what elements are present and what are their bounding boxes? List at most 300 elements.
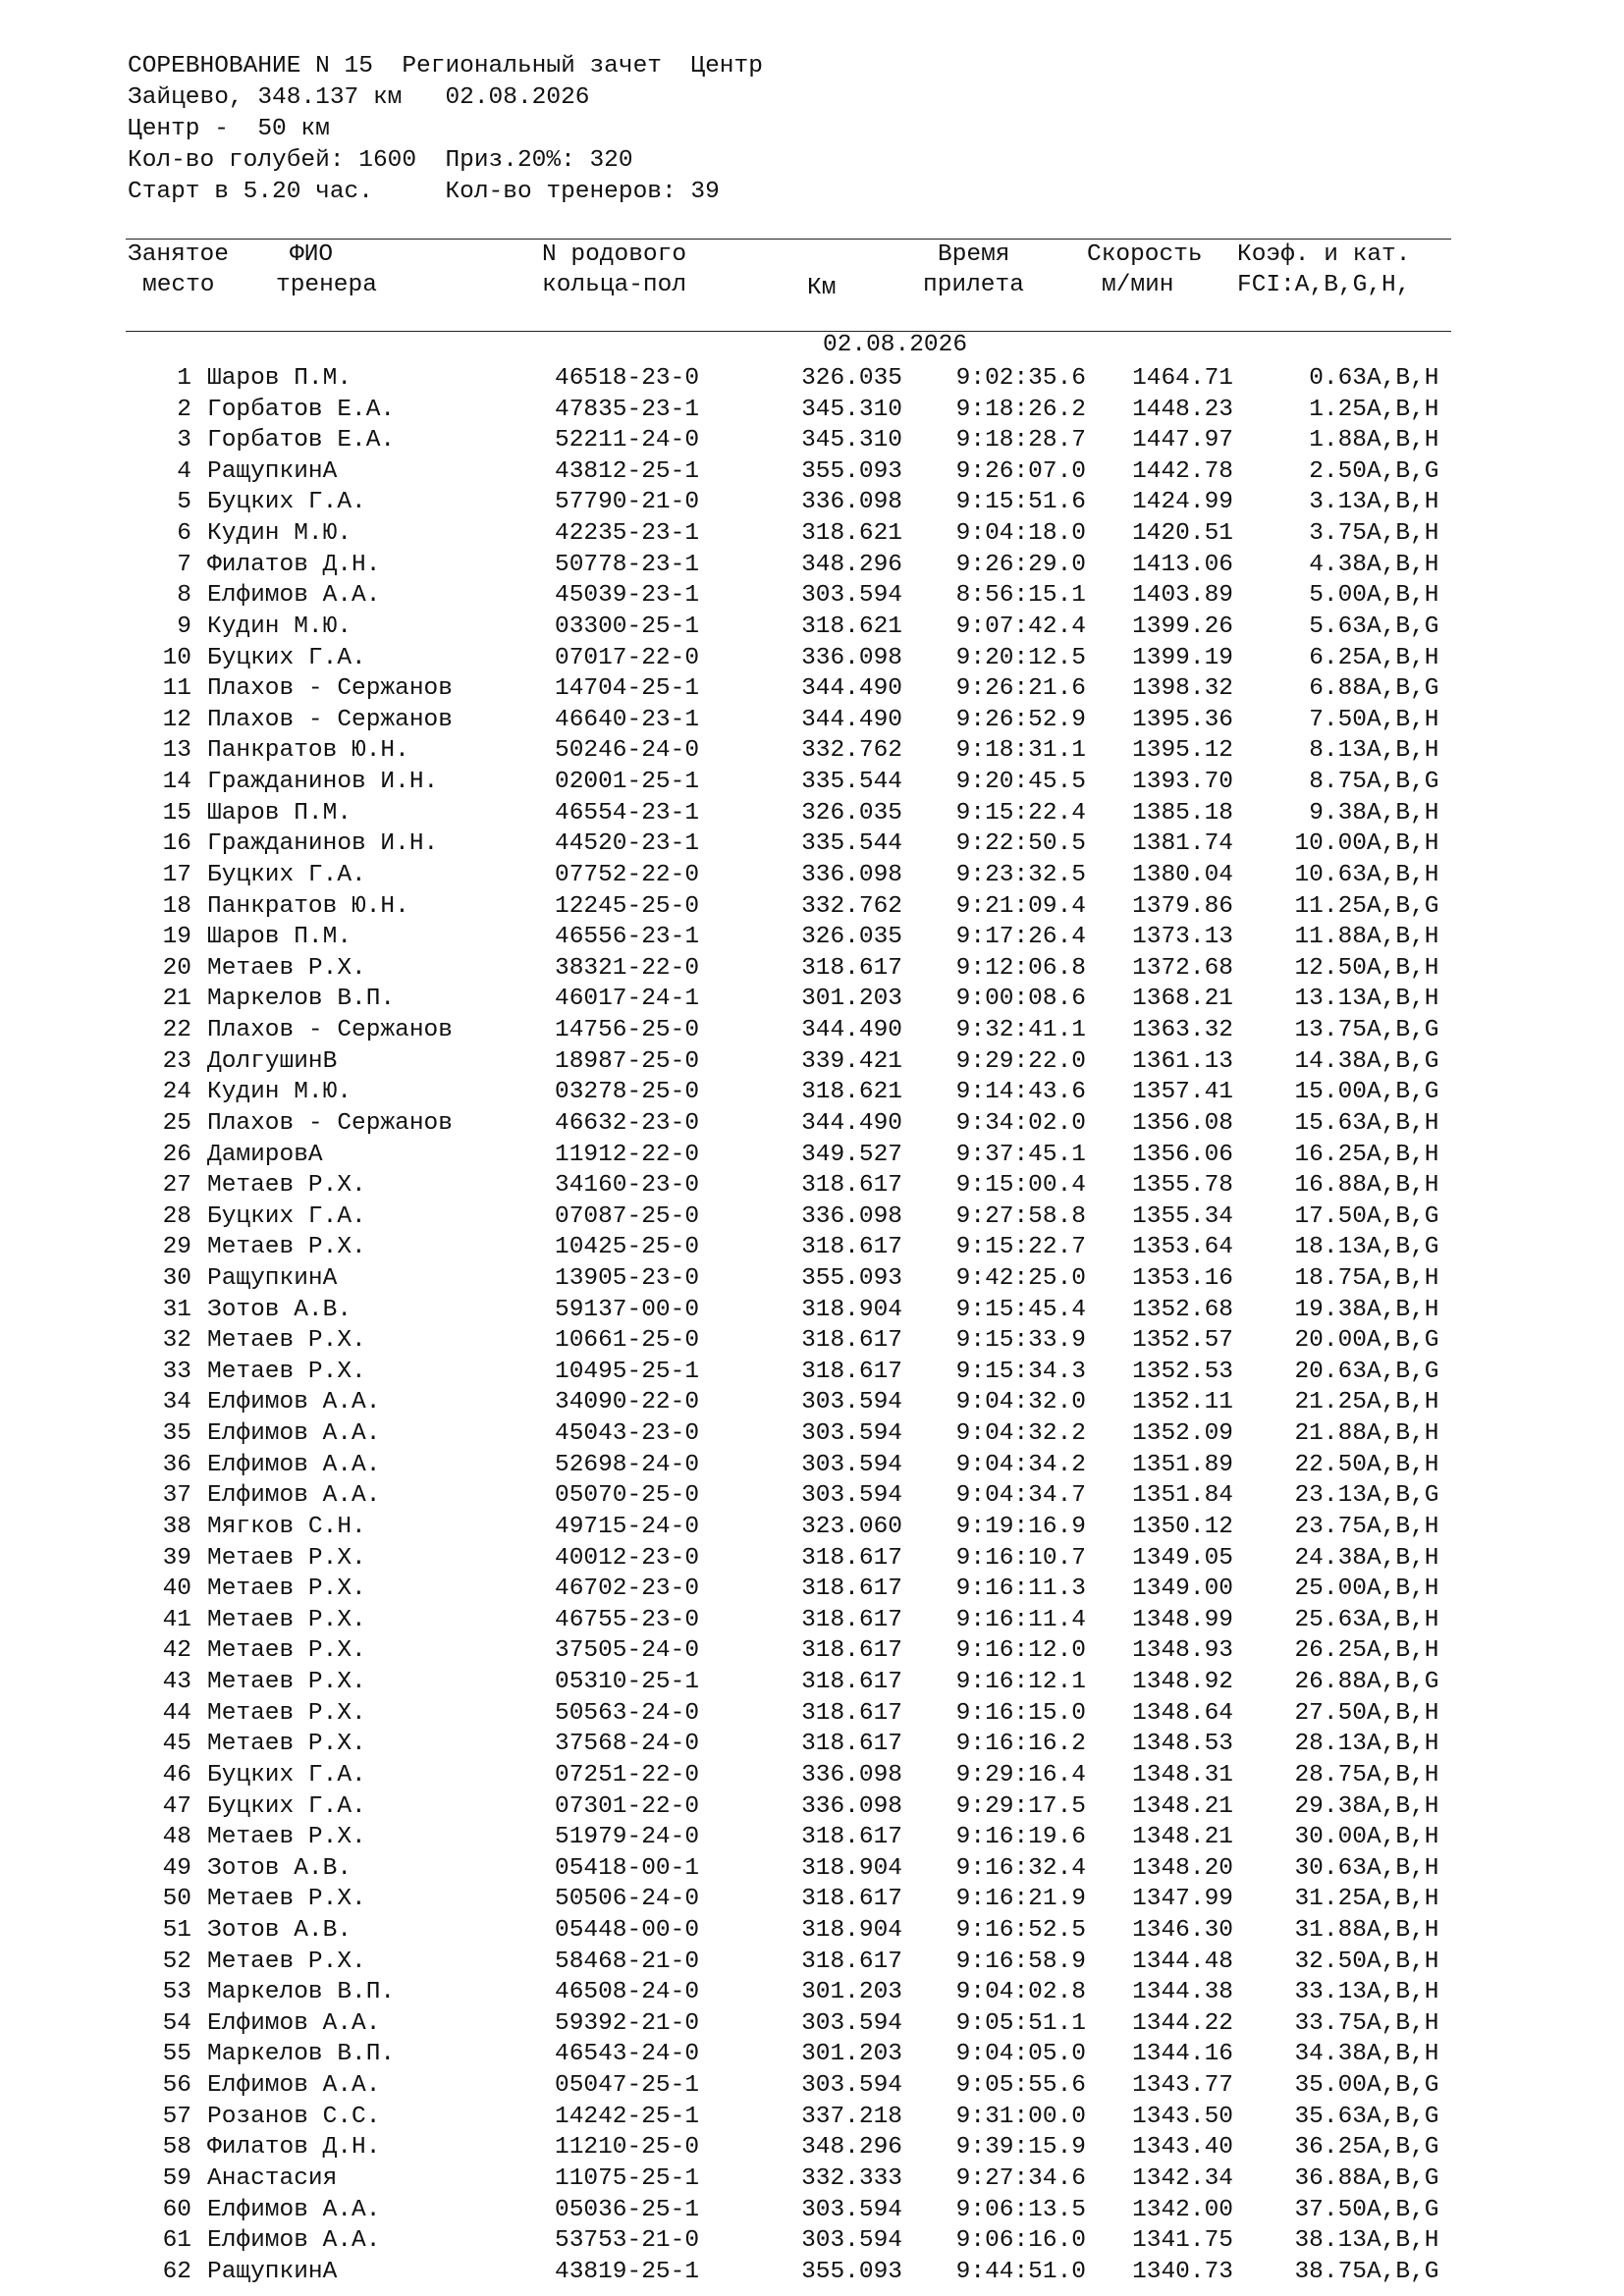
- row-place: 45: [162, 1731, 191, 1758]
- row-coef: 10.63: [1294, 861, 1367, 888]
- row-speed: 1356.06: [1132, 1141, 1233, 1168]
- row-speed: 1381.74: [1132, 830, 1233, 858]
- row-km: 336.098: [801, 1792, 902, 1820]
- row-km: 332.333: [801, 2164, 902, 2192]
- row-cat: A,B,H: [1367, 986, 1439, 1013]
- row-cat: A,B,H: [1367, 830, 1439, 858]
- row-speed: 1344.38: [1132, 1979, 1233, 2006]
- row-cat: A,B,H: [1367, 1141, 1439, 1168]
- table-row: [0, 1263, 1624, 1295]
- row-ring: 38321-22-0: [555, 954, 700, 982]
- row-place: 52: [162, 1948, 191, 1975]
- row-ring: 14704-25-1: [555, 675, 700, 703]
- row-cat: A,B,H: [1367, 520, 1439, 548]
- row-speed: 1380.04: [1132, 861, 1233, 888]
- row-name: Метаев Р.Х.: [207, 1824, 366, 1851]
- row-speed: 1403.89: [1132, 582, 1233, 610]
- row-km: 326.035: [801, 799, 902, 827]
- row-km: 344.490: [801, 706, 902, 733]
- row-ring: 43819-25-1: [555, 2258, 700, 2285]
- table-row: [0, 1853, 1624, 1885]
- table-row: [0, 1480, 1624, 1512]
- row-km: 303.594: [801, 1420, 902, 1448]
- row-cat: A,B,G: [1367, 1327, 1439, 1355]
- row-speed: 1399.19: [1132, 644, 1233, 671]
- row-ring: 12245-25-0: [555, 892, 700, 920]
- row-place: 23: [162, 1047, 191, 1075]
- row-cat: A,B,H: [1367, 954, 1439, 982]
- row-name: Метаев Р.Х.: [207, 1575, 366, 1603]
- row-cat: A,B,H: [1367, 1948, 1439, 1975]
- row-time: 9:16:11.4: [955, 1606, 1086, 1633]
- row-name: Шаров П.М.: [207, 924, 352, 951]
- row-time: 9:16:11.3: [955, 1575, 1086, 1603]
- row-cat: A,B,H: [1367, 1264, 1439, 1292]
- row-place: 27: [162, 1172, 191, 1200]
- row-cat: A,B,H: [1367, 924, 1439, 951]
- row-time: 9:05:51.1: [955, 2009, 1086, 2037]
- row-place: 1: [177, 365, 191, 392]
- row-ring: 43812-25-1: [555, 457, 700, 485]
- col-ring-header-2: кольца-пол: [542, 272, 687, 298]
- row-ring: 42235-23-1: [555, 520, 700, 548]
- row-speed: 1343.50: [1132, 2103, 1233, 2130]
- row-speed: 1385.18: [1132, 799, 1233, 827]
- row-coef: 18.75: [1294, 1264, 1367, 1292]
- row-time: 9:37:45.1: [955, 1141, 1086, 1168]
- row-name: Плахов - Сержанов: [207, 1109, 453, 1137]
- row-coef: 33.75: [1294, 2009, 1367, 2037]
- row-cat: A,B,H: [1367, 1886, 1439, 1913]
- row-name: Горбатов Е.А.: [207, 396, 396, 423]
- row-speed: 1344.22: [1132, 2009, 1233, 2037]
- row-speed: 1343.77: [1132, 2072, 1233, 2100]
- row-name: Метаев Р.Х.: [207, 1172, 366, 1200]
- row-place: 25: [162, 1109, 191, 1137]
- row-speed: 1348.53: [1132, 1731, 1233, 1758]
- col-time-header-2: прилета: [923, 272, 1024, 298]
- row-speed: 1351.84: [1132, 1482, 1233, 1510]
- row-ring: 11075-25-1: [555, 2164, 700, 2192]
- row-name: ДамировА: [207, 1141, 323, 1168]
- row-coef: 36.25: [1294, 2134, 1367, 2162]
- row-km: 318.904: [801, 1854, 902, 1882]
- row-time: 9:26:52.9: [955, 706, 1086, 733]
- table-row: [0, 1295, 1624, 1326]
- row-place: 51: [162, 1917, 191, 1944]
- row-name: Метаев Р.Х.: [207, 1234, 366, 1261]
- col-km-header: Км: [807, 275, 837, 301]
- row-place: 11: [162, 675, 191, 703]
- row-time: 8:56:15.1: [955, 582, 1086, 610]
- zone-distance: Центр - 50 км: [128, 116, 330, 142]
- row-ring: 03278-25-0: [555, 1079, 700, 1106]
- row-speed: 1398.32: [1132, 675, 1233, 703]
- row-cat: A,B,H: [1367, 861, 1439, 888]
- col-time-header-1: Время: [938, 241, 1010, 268]
- row-name: Панкратов Ю.Н.: [207, 737, 409, 765]
- row-coef: 38.13: [1294, 2227, 1367, 2255]
- row-speed: 1424.99: [1132, 489, 1233, 516]
- row-ring: 46508-24-0: [555, 1979, 700, 2006]
- row-name: Горбатов Е.А.: [207, 427, 396, 454]
- row-time: 9:16:10.7: [955, 1544, 1086, 1572]
- row-name: РащупкинА: [207, 457, 338, 485]
- row-coef: 12.50: [1294, 954, 1367, 982]
- row-name: Плахов - Сержанов: [207, 706, 453, 733]
- table-row: [0, 2070, 1624, 2102]
- row-place: 22: [162, 1017, 191, 1044]
- row-time: 9:27:34.6: [955, 2164, 1086, 2192]
- row-cat: A,B,H: [1367, 1389, 1439, 1416]
- row-speed: 1355.78: [1132, 1172, 1233, 1200]
- row-cat: A,B,H: [1367, 1172, 1439, 1200]
- row-time: 9:04:32.2: [955, 1420, 1086, 1448]
- row-km: 355.093: [801, 2258, 902, 2285]
- row-cat: A,B,H: [1367, 1979, 1439, 2006]
- row-cat: A,B,H: [1367, 489, 1439, 516]
- row-coef: 25.63: [1294, 1606, 1367, 1633]
- row-km: 323.060: [801, 1513, 902, 1540]
- row-place: 2: [177, 396, 191, 423]
- row-place: 4: [177, 457, 191, 485]
- row-km: 336.098: [801, 489, 902, 516]
- row-km: 303.594: [801, 2072, 902, 2100]
- row-km: 318.617: [801, 1234, 902, 1261]
- row-cat: A,B,H: [1367, 1731, 1439, 1758]
- row-place: 48: [162, 1824, 191, 1851]
- row-name: Филатов Д.Н.: [207, 551, 381, 578]
- row-cat: A,B,H: [1367, 1699, 1439, 1727]
- row-cat: A,B,G: [1367, 2072, 1439, 2100]
- row-km: 344.490: [801, 675, 902, 703]
- row-time: 9:04:18.0: [955, 520, 1086, 548]
- row-place: 19: [162, 924, 191, 951]
- row-km: 303.594: [801, 2009, 902, 2037]
- row-speed: 1348.21: [1132, 1792, 1233, 1820]
- row-ring: 53753-21-0: [555, 2227, 700, 2255]
- row-ring: 05418-00-1: [555, 1854, 700, 1882]
- table-row: [0, 1605, 1624, 1636]
- table-row: [0, 1325, 1624, 1357]
- table-row: [0, 705, 1624, 736]
- row-name: Метаев Р.Х.: [207, 954, 366, 982]
- row-coef: 8.75: [1309, 769, 1367, 796]
- row-place: 37: [162, 1482, 191, 1510]
- row-coef: 15.00: [1294, 1079, 1367, 1106]
- row-time: 9:16:15.0: [955, 1699, 1086, 1727]
- row-coef: 28.75: [1294, 1761, 1367, 1789]
- row-place: 3: [177, 427, 191, 454]
- row-coef: 3.13: [1309, 489, 1367, 516]
- table-row: [0, 363, 1624, 395]
- row-cat: A,B,H: [1367, 1606, 1439, 1633]
- row-place: 32: [162, 1327, 191, 1355]
- row-coef: 6.25: [1309, 644, 1367, 671]
- row-place: 50: [162, 1886, 191, 1913]
- row-coef: 35.00: [1294, 2072, 1367, 2100]
- row-km: 303.594: [801, 2227, 902, 2255]
- table-row: [0, 580, 1624, 612]
- row-km: 301.203: [801, 2041, 902, 2068]
- row-km: 355.093: [801, 1264, 902, 1292]
- row-name: Елфимов А.А.: [207, 582, 381, 610]
- row-speed: 1348.21: [1132, 1824, 1233, 1851]
- row-name: Елфимов А.А.: [207, 2196, 381, 2223]
- table-row: [0, 2257, 1624, 2288]
- table-row: [0, 891, 1624, 923]
- row-ring: 40012-23-0: [555, 1544, 700, 1572]
- row-place: 38: [162, 1513, 191, 1540]
- row-cat: A,B,H: [1367, 1513, 1439, 1540]
- row-km: 318.621: [801, 613, 902, 640]
- row-place: 30: [162, 1264, 191, 1292]
- row-km: 318.904: [801, 1296, 902, 1323]
- pigeon-count: Кол-во голубей: 1600 Приз.20%: 320: [128, 147, 633, 174]
- table-row: [0, 2163, 1624, 2195]
- table-row: [0, 1201, 1624, 1233]
- row-ring: 46632-23-0: [555, 1109, 700, 1137]
- row-cat: A,B,H: [1367, 1109, 1439, 1137]
- table-row: [0, 828, 1624, 860]
- row-name: Шаров П.М.: [207, 365, 352, 392]
- row-km: 344.490: [801, 1017, 902, 1044]
- row-km: 318.617: [801, 1886, 902, 1913]
- row-name: Буцких Г.А.: [207, 1202, 366, 1230]
- row-speed: 1352.11: [1132, 1389, 1233, 1416]
- row-coef: 10.00: [1294, 830, 1367, 858]
- row-km: 303.594: [801, 2196, 902, 2223]
- row-coef: 25.00: [1294, 1575, 1367, 1603]
- col-name-header-2: тренера: [276, 272, 377, 298]
- row-coef: 21.88: [1294, 1420, 1367, 1448]
- row-time: 9:23:32.5: [955, 861, 1086, 888]
- row-km: 337.218: [801, 2103, 902, 2130]
- row-cat: A,B,H: [1367, 1575, 1439, 1603]
- row-place: 42: [162, 1637, 191, 1665]
- row-place: 56: [162, 2072, 191, 2100]
- row-km: 303.594: [801, 582, 902, 610]
- row-ring: 46556-23-1: [555, 924, 700, 951]
- row-name: Анастасия: [207, 2164, 338, 2192]
- row-coef: 35.63: [1294, 2103, 1367, 2130]
- row-time: 9:18:26.2: [955, 396, 1086, 423]
- row-speed: 1372.68: [1132, 954, 1233, 982]
- row-speed: 1352.68: [1132, 1296, 1233, 1323]
- row-coef: 3.75: [1309, 520, 1367, 548]
- col-ring-header-1: N родового: [542, 241, 687, 268]
- row-ring: 50246-24-0: [555, 737, 700, 765]
- row-coef: 6.88: [1309, 675, 1367, 703]
- row-name: Метаев Р.Х.: [207, 1886, 366, 1913]
- row-time: 9:12:06.8: [955, 954, 1086, 982]
- row-coef: 1.25: [1309, 396, 1367, 423]
- table-row: [0, 1698, 1624, 1730]
- row-speed: 1350.12: [1132, 1513, 1233, 1540]
- row-cat: A,B,H: [1367, 799, 1439, 827]
- row-time: 9:26:21.6: [955, 675, 1086, 703]
- row-cat: A,B,H: [1367, 1420, 1439, 1448]
- row-coef: 28.13: [1294, 1731, 1367, 1758]
- row-km: 318.617: [801, 1575, 902, 1603]
- row-km: 303.594: [801, 1451, 902, 1478]
- row-name: Маркелов В.П.: [207, 2041, 396, 2068]
- row-ring: 10425-25-0: [555, 1234, 700, 1261]
- row-cat: A,B,G: [1367, 1017, 1439, 1044]
- row-ring: 14242-25-1: [555, 2103, 700, 2130]
- row-time: 9:04:34.7: [955, 1482, 1086, 1510]
- row-speed: 1348.20: [1132, 1854, 1233, 1882]
- row-coef: 33.13: [1294, 1979, 1367, 2006]
- row-km: 303.594: [801, 1389, 902, 1416]
- row-cat: A,B,H: [1367, 1637, 1439, 1665]
- header-rule-bottom: [126, 331, 1451, 332]
- row-speed: 1420.51: [1132, 520, 1233, 548]
- row-place: 21: [162, 986, 191, 1013]
- row-cat: A,B,H: [1367, 365, 1439, 392]
- row-coef: 26.25: [1294, 1637, 1367, 1665]
- row-km: 336.098: [801, 1761, 902, 1789]
- row-name: Метаев Р.Х.: [207, 1327, 366, 1355]
- row-km: 318.617: [801, 1637, 902, 1665]
- table-row: [0, 612, 1624, 643]
- row-cat: A,B,G: [1367, 2103, 1439, 2130]
- table-row: [0, 1947, 1624, 1978]
- row-place: 44: [162, 1699, 191, 1727]
- row-name: Елфимов А.А.: [207, 1389, 381, 1416]
- row-name: Елфимов А.А.: [207, 2227, 381, 2255]
- row-coef: 4.38: [1309, 551, 1367, 578]
- row-coef: 30.63: [1294, 1854, 1367, 1882]
- row-time: 9:16:32.4: [955, 1854, 1086, 1882]
- row-speed: 1341.75: [1132, 2227, 1233, 2255]
- row-time: 9:26:07.0: [955, 457, 1086, 485]
- row-place: 35: [162, 1420, 191, 1448]
- row-speed: 1442.78: [1132, 457, 1233, 485]
- row-speed: 1373.13: [1132, 924, 1233, 951]
- table-row: [0, 1729, 1624, 1760]
- row-speed: 1347.99: [1132, 1886, 1233, 1913]
- table-row: [0, 2225, 1624, 2257]
- row-km: 318.617: [801, 1544, 902, 1572]
- row-km: 303.594: [801, 1482, 902, 1510]
- col-coef-header-2: FCI:A,B,G,H,: [1237, 272, 1411, 298]
- row-name: Метаев Р.Х.: [207, 1637, 366, 1665]
- row-km: 336.098: [801, 1202, 902, 1230]
- row-place: 6: [177, 520, 191, 548]
- row-ring: 50506-24-0: [555, 1886, 700, 1913]
- row-km: 345.310: [801, 427, 902, 454]
- row-time: 9:15:34.3: [955, 1358, 1086, 1385]
- row-coef: 9.38: [1309, 799, 1367, 827]
- row-coef: 20.63: [1294, 1358, 1367, 1385]
- table-row: [0, 1357, 1624, 1388]
- row-coef: 5.63: [1309, 613, 1367, 640]
- row-speed: 1344.48: [1132, 1948, 1233, 1975]
- row-cat: A,B,G: [1367, 2164, 1439, 2192]
- row-coef: 1.88: [1309, 427, 1367, 454]
- row-ring: 05036-25-1: [555, 2196, 700, 2223]
- row-place: 24: [162, 1079, 191, 1106]
- table-row: [0, 550, 1624, 581]
- row-ring: 18987-25-0: [555, 1047, 700, 1075]
- row-time: 9:02:35.6: [955, 365, 1086, 392]
- row-name: Метаев Р.Х.: [207, 1669, 366, 1696]
- row-ring: 05448-00-0: [555, 1917, 700, 1944]
- row-speed: 1353.16: [1132, 1264, 1233, 1292]
- row-speed: 1355.34: [1132, 1202, 1233, 1230]
- row-ring: 44520-23-1: [555, 830, 700, 858]
- row-coef: 7.50: [1309, 706, 1367, 733]
- col-place-header-1: Занятое: [128, 241, 229, 268]
- table-row: [0, 2039, 1624, 2070]
- row-name: Гражданинов И.Н.: [207, 830, 439, 858]
- row-ring: 46017-24-1: [555, 986, 700, 1013]
- row-cat: A,B,H: [1367, 1917, 1439, 1944]
- row-place: 46: [162, 1761, 191, 1789]
- row-cat: A,B,H: [1367, 1792, 1439, 1820]
- table-row: [0, 456, 1624, 488]
- row-place: 53: [162, 1979, 191, 2006]
- row-speed: 1368.21: [1132, 986, 1233, 1013]
- table-row: [0, 984, 1624, 1015]
- row-km: 349.527: [801, 1141, 902, 1168]
- row-km: 318.617: [801, 1948, 902, 1975]
- row-speed: 1395.36: [1132, 706, 1233, 733]
- row-place: 26: [162, 1141, 191, 1168]
- row-name: Маркелов В.П.: [207, 1979, 396, 2006]
- row-name: Буцких Г.А.: [207, 489, 366, 516]
- row-cat: A,B,H: [1367, 1824, 1439, 1851]
- row-ring: 49715-24-0: [555, 1513, 700, 1540]
- row-place: 17: [162, 861, 191, 888]
- row-coef: 36.88: [1294, 2164, 1367, 2192]
- row-coef: 13.75: [1294, 1017, 1367, 1044]
- row-place: 59: [162, 2164, 191, 2192]
- table-row: [0, 1387, 1624, 1418]
- row-time: 9:07:42.4: [955, 613, 1086, 640]
- row-speed: 1342.34: [1132, 2164, 1233, 2192]
- row-speed: 1342.00: [1132, 2196, 1233, 2223]
- row-cat: A,B,H: [1367, 2041, 1439, 2068]
- row-speed: 1352.09: [1132, 1420, 1233, 1448]
- table-row: [0, 1418, 1624, 1450]
- row-ring: 05070-25-0: [555, 1482, 700, 1510]
- row-place: 58: [162, 2134, 191, 2162]
- row-coef: 19.38: [1294, 1296, 1367, 1323]
- col-coef-header-1: Коэф. и кат.: [1237, 241, 1411, 268]
- row-place: 36: [162, 1451, 191, 1478]
- row-km: 301.203: [801, 986, 902, 1013]
- row-place: 40: [162, 1575, 191, 1603]
- row-coef: 8.13: [1309, 737, 1367, 765]
- row-time: 9:15:22.7: [955, 1234, 1086, 1261]
- row-name: Зотов А.В.: [207, 1917, 352, 1944]
- row-place: 16: [162, 830, 191, 858]
- row-coef: 14.38: [1294, 1047, 1367, 1075]
- row-time: 9:16:12.0: [955, 1637, 1086, 1665]
- row-speed: 1344.16: [1132, 2041, 1233, 2068]
- row-name: Елфимов А.А.: [207, 2009, 381, 2037]
- table-row: [0, 2132, 1624, 2163]
- row-ring: 11210-25-0: [555, 2134, 700, 2162]
- row-cat: A,B,G: [1367, 892, 1439, 920]
- row-place: 55: [162, 2041, 191, 2068]
- row-place: 39: [162, 1544, 191, 1572]
- row-cat: A,B,G: [1367, 2134, 1439, 2162]
- row-time: 9:21:09.4: [955, 892, 1086, 920]
- row-place: 9: [177, 613, 191, 640]
